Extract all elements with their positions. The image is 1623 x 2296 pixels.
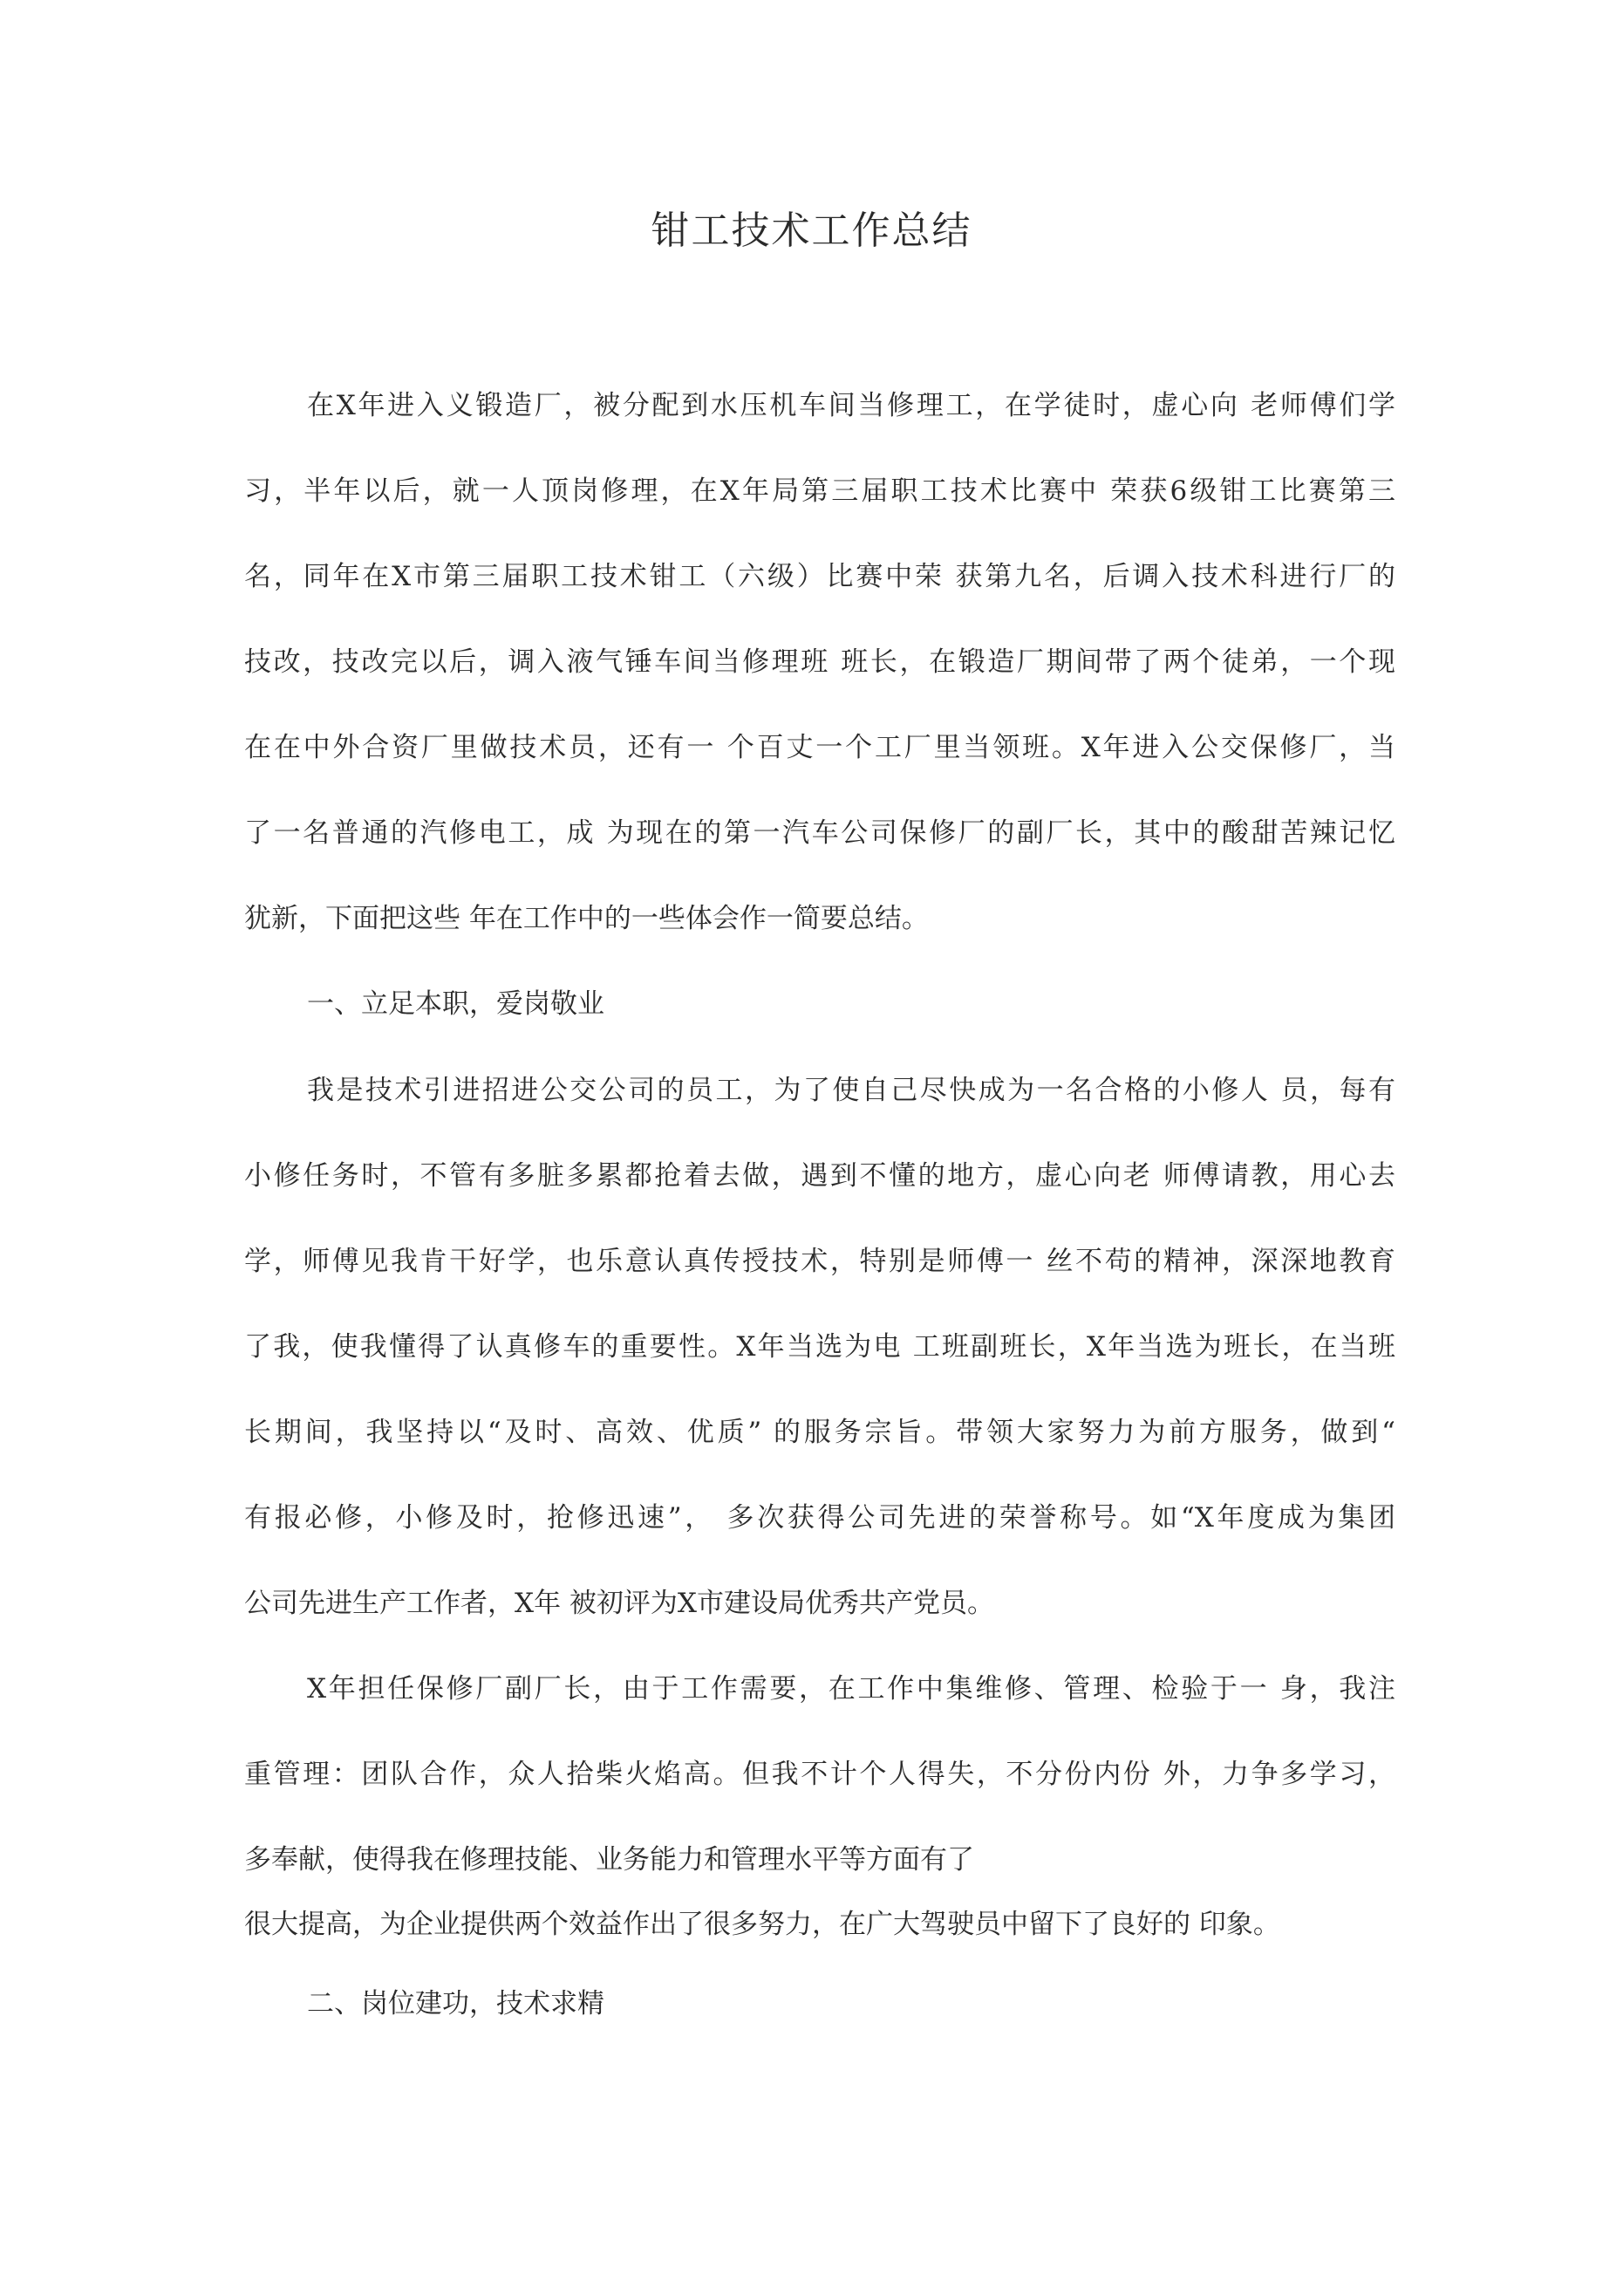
section-heading: 一、立足本职，爱岗敬业: [307, 988, 604, 1020]
paragraph-line: 多奉献，使得我在修理技能、业务能力和管理水平等方面有了: [244, 1844, 974, 1876]
paragraph-line: 小修任务时，不管有多脏多累都抢着去做，遇到不懂的地方，虚心向老 师傅请教，用心去: [244, 1160, 1395, 1192]
paragraph-line: 学，师傅见我肯干好学，也乐意认真传授技术，特别是师傅一 丝不苟的精神，深深地教育: [244, 1246, 1395, 1277]
paragraph-line: 很大提高，为企业提供两个效益作出了很多努力，在广大驾驶员中留下了良好的 印象。: [244, 1909, 1280, 1940]
paragraph-line: 有报必修，小修及时，抢修迅速”， 多次获得公司先进的荣誉称号。如“X年度成为集团: [244, 1502, 1395, 1534]
paragraph-line: 了我，使我懂得了认真修车的重要性。X年当选为电 工班副班长，X年当选为班长，在当班: [244, 1331, 1395, 1363]
paragraph-line: 在X年进入义锻造厂，被分配到水压机车间当修理工，在学徒时，虚心向 老师傅们学: [307, 390, 1395, 421]
paragraph-line: 习，半年以后，就一人顶岗修理，在X年局第三届职工技术比赛中 荣获6级钳工比赛第三: [244, 475, 1395, 507]
paragraph-line: 在在中外合资厂里做技术员，还有一 个百丈一个工厂里当领班。X年进入公交保修厂，当: [244, 732, 1395, 763]
paragraph-line: X年担任保修厂副厂长，由于工作需要，在工作中集维修、管理、检验于一 身，我注: [307, 1673, 1395, 1705]
paragraph-line: 长期间，我坚持以“及时、高效、优质” 的服务宗旨。带领大家努力为前方服务，做到“: [244, 1417, 1395, 1448]
paragraph-line: 公司先进生产工作者，X年 被初评为X市建设局优秀共产党员。: [244, 1588, 994, 1619]
paragraph-line: 了一名普通的汽修电工，成 为现在的第一汽车公司保修厂的副厂长，其中的酸甜苦辣记忆: [244, 817, 1395, 849]
section-heading: 二、岗位建功，技术求精: [307, 1988, 604, 2019]
paragraph-line: 名，同年在X市第三届职工技术钳工（六级）比赛中荣 获第九名，后调入技术科进行厂的: [244, 561, 1395, 592]
paragraph-line: 技改，技改完以后，调入液气锤车间当修理班 班长，在锻造厂期间带了两个徒弟，一个现: [244, 646, 1395, 678]
paragraph-line: 犹新，下面把这些 年在工作中的一些体会作一简要总结。: [244, 903, 929, 934]
document-title: 钳工技术工作总结: [651, 208, 972, 253]
paragraph-line: 我是技术引进招进公交公司的员工，为了使自己尽快成为一名合格的小修人 员，每有: [307, 1075, 1395, 1106]
paragraph-line: 重管理：团队合作，众人拾柴火焰高。但我不计个人得失，不分份内份 外，力争多学习，: [244, 1759, 1395, 1790]
